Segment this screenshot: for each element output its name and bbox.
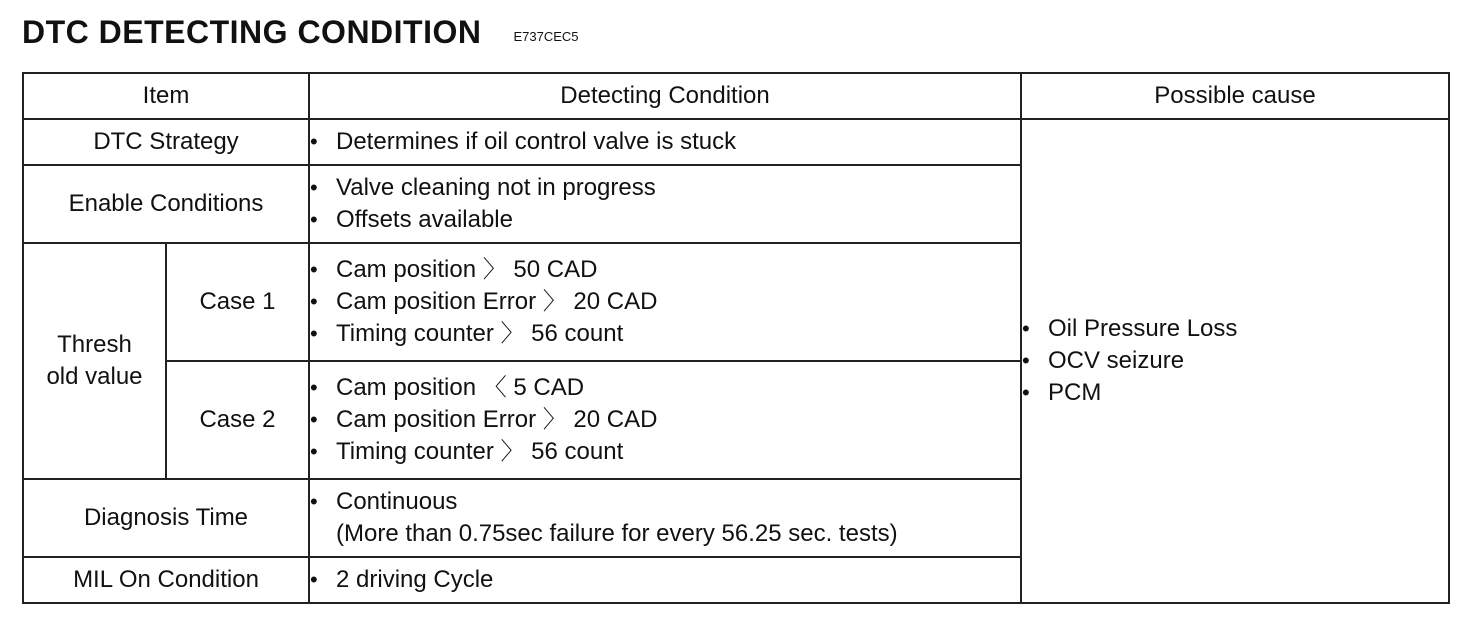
condition-diagnosis-time: [309, 479, 1021, 557]
condition-text: Timing counter 〉 56 count: [336, 320, 624, 347]
bullet: •: [310, 129, 318, 154]
cause-line: [1022, 345, 1448, 377]
condition-text: Timing counter 〉 56 count: [336, 438, 624, 465]
condition-text: Cam position Error 〉 20 CAD: [336, 406, 658, 433]
item-case-1: Case 1: [166, 243, 309, 361]
condition-text: Valve cleaning not in progress: [336, 174, 656, 201]
bullet: •: [310, 207, 318, 232]
title-row: [22, 10, 579, 50]
condition-text: 2 driving Cycle: [336, 566, 494, 593]
item-mil-on-condition: MIL On Condition: [23, 557, 309, 603]
bullet: •: [310, 289, 318, 314]
condition-text: Cam position 〈 5 CAD: [336, 374, 585, 401]
bullet: •: [310, 439, 318, 464]
condition-line: [310, 254, 1020, 286]
cause-line: [1022, 377, 1448, 409]
condition-line: [310, 372, 1020, 404]
condition-text: Cam position 〉 50 CAD: [336, 256, 598, 283]
document-code: E737CEC5: [513, 29, 579, 44]
bullet: •: [310, 175, 318, 200]
bullet: •: [1022, 316, 1030, 341]
threshold-label-line-1: Thresh: [57, 331, 132, 358]
condition-case-2: [309, 361, 1021, 479]
condition-line: [310, 172, 1020, 204]
item-diagnosis-time: Diagnosis Time: [23, 479, 309, 557]
header-detecting-condition: Detecting Condition: [309, 73, 1021, 119]
header-row: [23, 73, 1449, 119]
condition-case-1: [309, 243, 1021, 361]
condition-text: Offsets available: [336, 206, 513, 233]
possible-cause-cell: [1021, 119, 1449, 603]
item-dtc-strategy: DTC Strategy: [23, 119, 309, 165]
condition-continuation: (More than 0.75sec failure for every 56.25 sec. tests): [336, 520, 898, 547]
item-case-2: Case 2: [166, 361, 309, 479]
condition-mil-on-condition: [309, 557, 1021, 603]
bullet: •: [310, 567, 318, 592]
bullet: •: [310, 407, 318, 432]
header-possible-cause: Possible cause: [1021, 73, 1449, 119]
item-enable-conditions: Enable Conditions: [23, 165, 309, 243]
header-item: Item: [23, 73, 309, 119]
condition-line: [310, 564, 1020, 596]
cause-line: [1022, 313, 1448, 345]
condition-text: Cam position Error 〉 20 CAD: [336, 288, 658, 315]
condition-line: [310, 486, 1020, 518]
cause-text: PCM: [1048, 379, 1102, 406]
cause-text: OCV seizure: [1048, 347, 1185, 374]
condition-line: [310, 126, 1020, 158]
bullet: •: [1022, 380, 1030, 405]
condition-dtc-strategy: [309, 119, 1021, 165]
condition-line: [310, 318, 1020, 350]
dtc-table: [22, 72, 1450, 604]
condition-line: [310, 404, 1020, 436]
row-dtc-strategy: [23, 119, 1449, 165]
bullet: •: [1022, 348, 1030, 373]
condition-text: Determines if oil control valve is stuck: [336, 128, 737, 155]
condition-text: Continuous: [336, 488, 458, 515]
bullet: •: [310, 257, 318, 282]
bullet: •: [310, 375, 318, 400]
threshold-label-line-2: old value: [46, 363, 143, 390]
condition-line: [310, 204, 1020, 236]
page-title: DTC DETECTING CONDITION: [22, 14, 482, 50]
condition-line: [310, 436, 1020, 468]
item-threshold-value: [23, 243, 166, 479]
condition-line: [310, 286, 1020, 318]
cause-text: Oil Pressure Loss: [1048, 315, 1238, 342]
condition-enable-conditions: [309, 165, 1021, 243]
bullet: •: [310, 321, 318, 346]
bullet: •: [310, 489, 318, 514]
